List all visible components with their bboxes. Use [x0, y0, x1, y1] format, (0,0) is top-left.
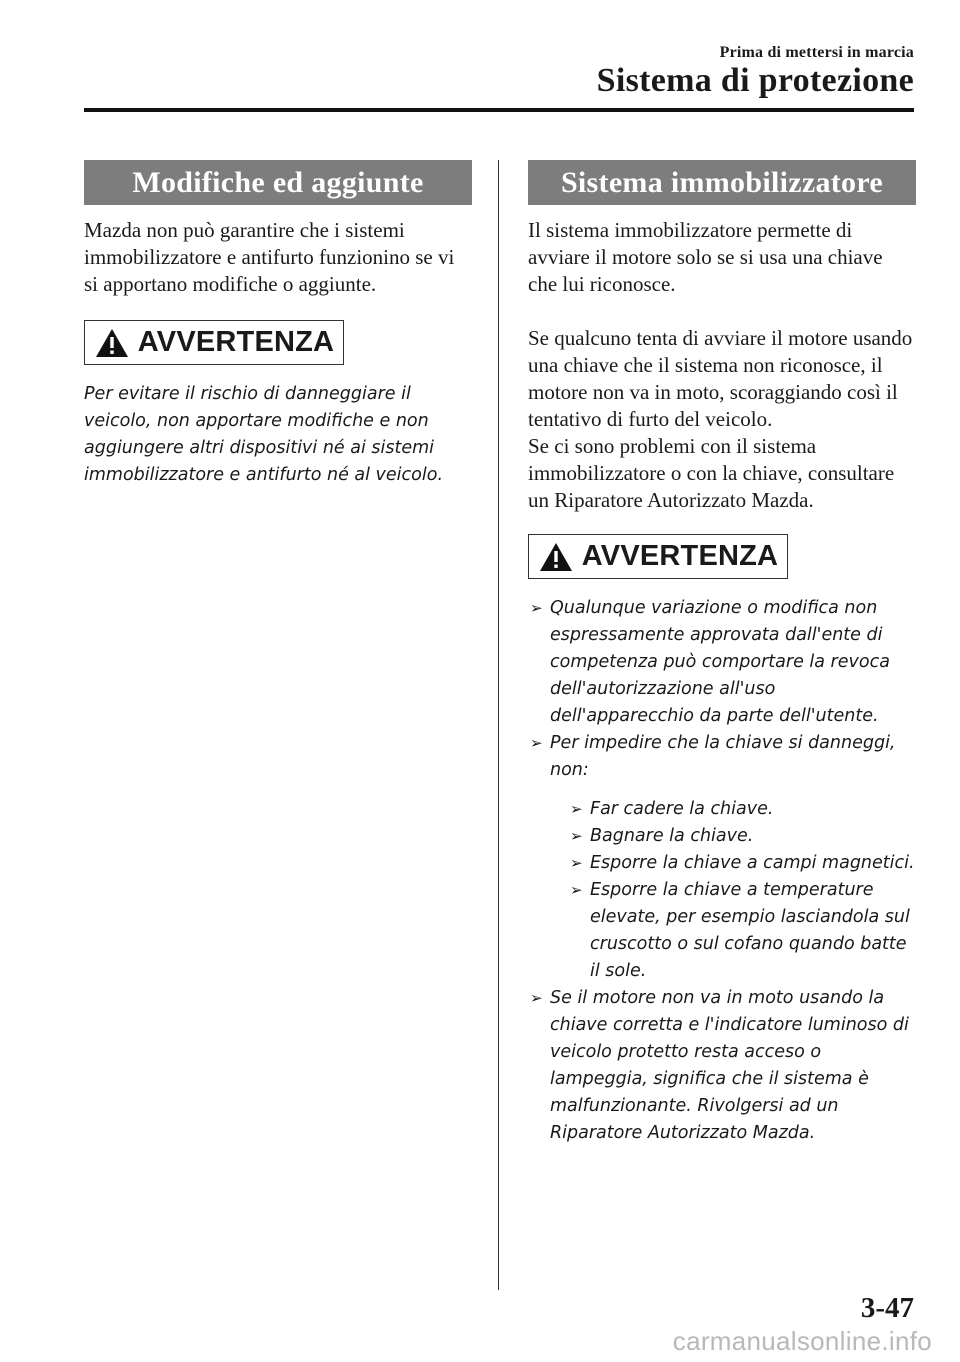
arrow-bullet-icon: ➢: [570, 827, 583, 845]
warning-triangle-icon: [94, 327, 130, 359]
body-text: [528, 217, 916, 514]
bullet-text: Se il motore non va in moto usando la chiave corretta e l'indicatore luminoso di veicolo protetto resta acceso o lampeggia, significa che il sistema è malfunzionante. Rivolgersi ad un Riparatore Autorizzato Mazda.: [550, 988, 909, 1143]
list-item: [528, 985, 916, 1147]
sub-bullet-text: Bagnare la chiave.: [590, 826, 754, 846]
sub-bullet-text: Esporre la chiave a campi magnetici.: [590, 853, 915, 873]
section-title: Sistema di protezione: [596, 62, 914, 99]
column-divider: [498, 160, 499, 1290]
sub-list-item: [568, 823, 916, 850]
bullet-text: Per impedire che la chiave si danneggi, non:: [550, 733, 896, 780]
right-column: [528, 160, 916, 1147]
warning-list: [528, 595, 916, 1147]
sub-list-item: [568, 850, 916, 877]
page-number: 3-47: [860, 1292, 914, 1324]
sub-list-item: [568, 796, 916, 823]
sub-list-item: [568, 877, 916, 985]
arrow-bullet-icon: ➢: [530, 989, 543, 1007]
section-heading-modifiche: Modifiche ed aggiunte: [84, 160, 472, 205]
arrow-bullet-icon: ➢: [570, 854, 583, 872]
sub-bullet-text: Far cadere la chiave.: [590, 799, 774, 819]
arrow-bullet-icon: ➢: [530, 599, 543, 617]
left-column: [84, 160, 472, 489]
warning-box: [528, 534, 788, 579]
warning-box: [84, 320, 344, 365]
warning-label: AVVERTENZA: [137, 326, 335, 358]
bullet-text: Qualunque variazione o modifica non espressamente approvata dall'ente di competenza può comportare la revoca dell'autorizzazione all'uso dell'apparecchio da parte dell'utente.: [550, 598, 890, 726]
paragraph-problems: Se ci sono problemi con il sistema immobilizzatore o con la chiave, consultare un Riparatore Autorizzato Mazda.: [528, 434, 895, 512]
arrow-bullet-icon: ➢: [570, 800, 583, 818]
warning-text: Per evitare il rischio di danneggiare il veicolo, non apportare modifiche e non aggiungere altri dispositivi né ai sistemi immobilizzatore e antifurto né al veicolo.: [84, 384, 444, 485]
warning-triangle-icon: [538, 541, 574, 573]
list-item: [528, 730, 916, 985]
sub-bullet-text: Esporre la chiave a temperature elevate, per esempio lasciandola sul cruscotto o sul cofano quando batte il sole.: [590, 880, 910, 981]
header-rule: [84, 108, 914, 112]
body-paragraph: [84, 217, 472, 298]
paragraph-modifiche: Mazda non può garantire che i sistemi immobilizzatore e antifurto funzionino se vi si apportano modifiche o aggiunte.: [84, 218, 455, 296]
paragraph-intro: Il sistema immobilizzatore permette di avviare il motore solo se si usa una chiave che lui riconosce.: [528, 218, 883, 296]
list-item: [528, 595, 916, 730]
section-heading-immobilizzatore: Sistema immobilizzatore: [528, 160, 916, 205]
arrow-bullet-icon: ➢: [530, 734, 543, 752]
arrow-bullet-icon: ➢: [570, 881, 583, 899]
chapter-title: Prima di mettersi in marcia: [719, 44, 914, 61]
warning-label: AVVERTENZA: [581, 540, 779, 572]
watermark: carmanualsonline.info: [672, 1326, 932, 1356]
paragraph-theft: Se qualcuno tenta di avviare il motore usando una chiave che il sistema non riconosce, il motore non va in moto, scoraggiando così il tentativo di furto del veicolo.: [528, 326, 913, 431]
